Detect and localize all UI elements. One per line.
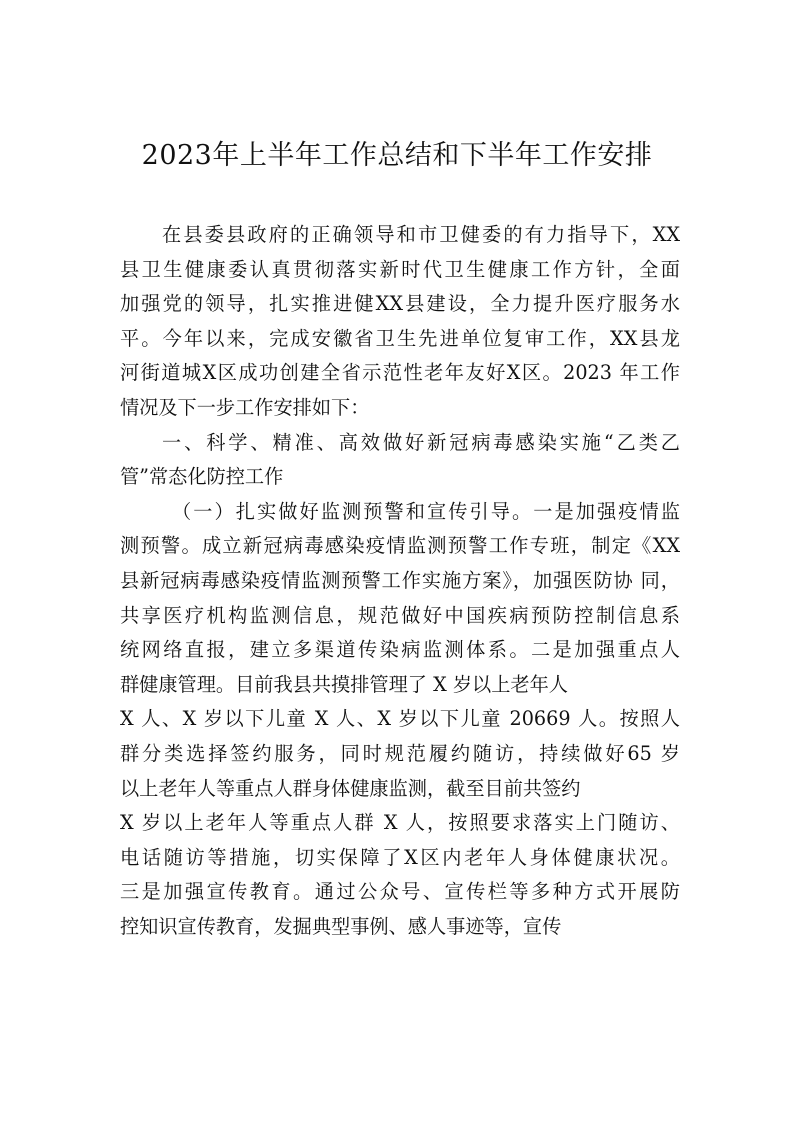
paragraph-line: X 岁以上老年人等重点人群 X 人，按照要求落实上门随访、 bbox=[120, 811, 680, 835]
paragraph-line: 统网络直报，建立多渠道传染病监测体系。二是加强重点人 bbox=[120, 638, 680, 662]
paragraph-line: 群健康管理。目前我县共摸排管理了 X 岁以上老年人 bbox=[120, 672, 568, 696]
paragraph-line: 加强党的领导，扎实推进健XX县建设，全力提升医疗服务水 bbox=[120, 292, 680, 316]
paragraph-line: 县卫生健康委认真贯彻落实新时代卫生健康工作方针，全面 bbox=[120, 257, 680, 281]
document-body bbox=[120, 218, 680, 944]
paragraph-line: 电话随访等措施，切实保障了X区内老年人身体健康状况。 bbox=[120, 845, 680, 869]
paragraph-line: 控知识宣传教育，发掘典型事例、感人事迹等，宣传 bbox=[120, 914, 562, 938]
paragraph-line: 在县委县政府的正确领导和市卫健委的有力指导下，XX bbox=[162, 223, 680, 246]
paragraph-line: 县新冠病毒感染疫情监测预警工作实施方案》，加强医防协 同， bbox=[120, 568, 680, 592]
paragraph-line: 群分类选择签约服务，同时规范履约随访，持续做好65 岁 bbox=[120, 741, 680, 765]
paragraph-line: 测预警。成立新冠病毒感染疫情监测预警工作专班，制定《XX bbox=[120, 534, 680, 558]
paragraph-line: X 人、X 岁以下儿童 X 人、X 岁以下儿童 20669 人。按照人 bbox=[120, 707, 680, 731]
section-heading-line: 一、科学、精准、高效做好新冠病毒感染实施“乙类乙 bbox=[162, 430, 680, 454]
paragraph-line: 共享医疗机构监测信息，规范做好中国疾病预防控制信息系 bbox=[120, 603, 680, 627]
paragraph-line: 三是加强宣传教育。通过公众号、宣传栏等多种方式开展防 bbox=[120, 880, 680, 904]
document-title: 2023年上半年工作总结和下半年工作安排 bbox=[141, 140, 653, 171]
paragraph-line: （一）扎实做好监测预警和宣传引导。一是加强疫情监 bbox=[172, 499, 680, 523]
paragraph-line: 以上老年人等重点人群身体健康监测，截至目前共签约 bbox=[120, 776, 581, 800]
paragraph-line: 情况及下一步工作安排如下： bbox=[120, 395, 370, 419]
paragraph-line: 平。今年以来，完成安徽省卫生先进单位复审工作，XX县龙 bbox=[120, 326, 680, 350]
paragraph-line: 河街道城X区成功创建全省示范性老年友好X区。2023 年工作 bbox=[120, 361, 680, 385]
section-heading-line: 管”常态化防控工作 bbox=[120, 465, 284, 489]
